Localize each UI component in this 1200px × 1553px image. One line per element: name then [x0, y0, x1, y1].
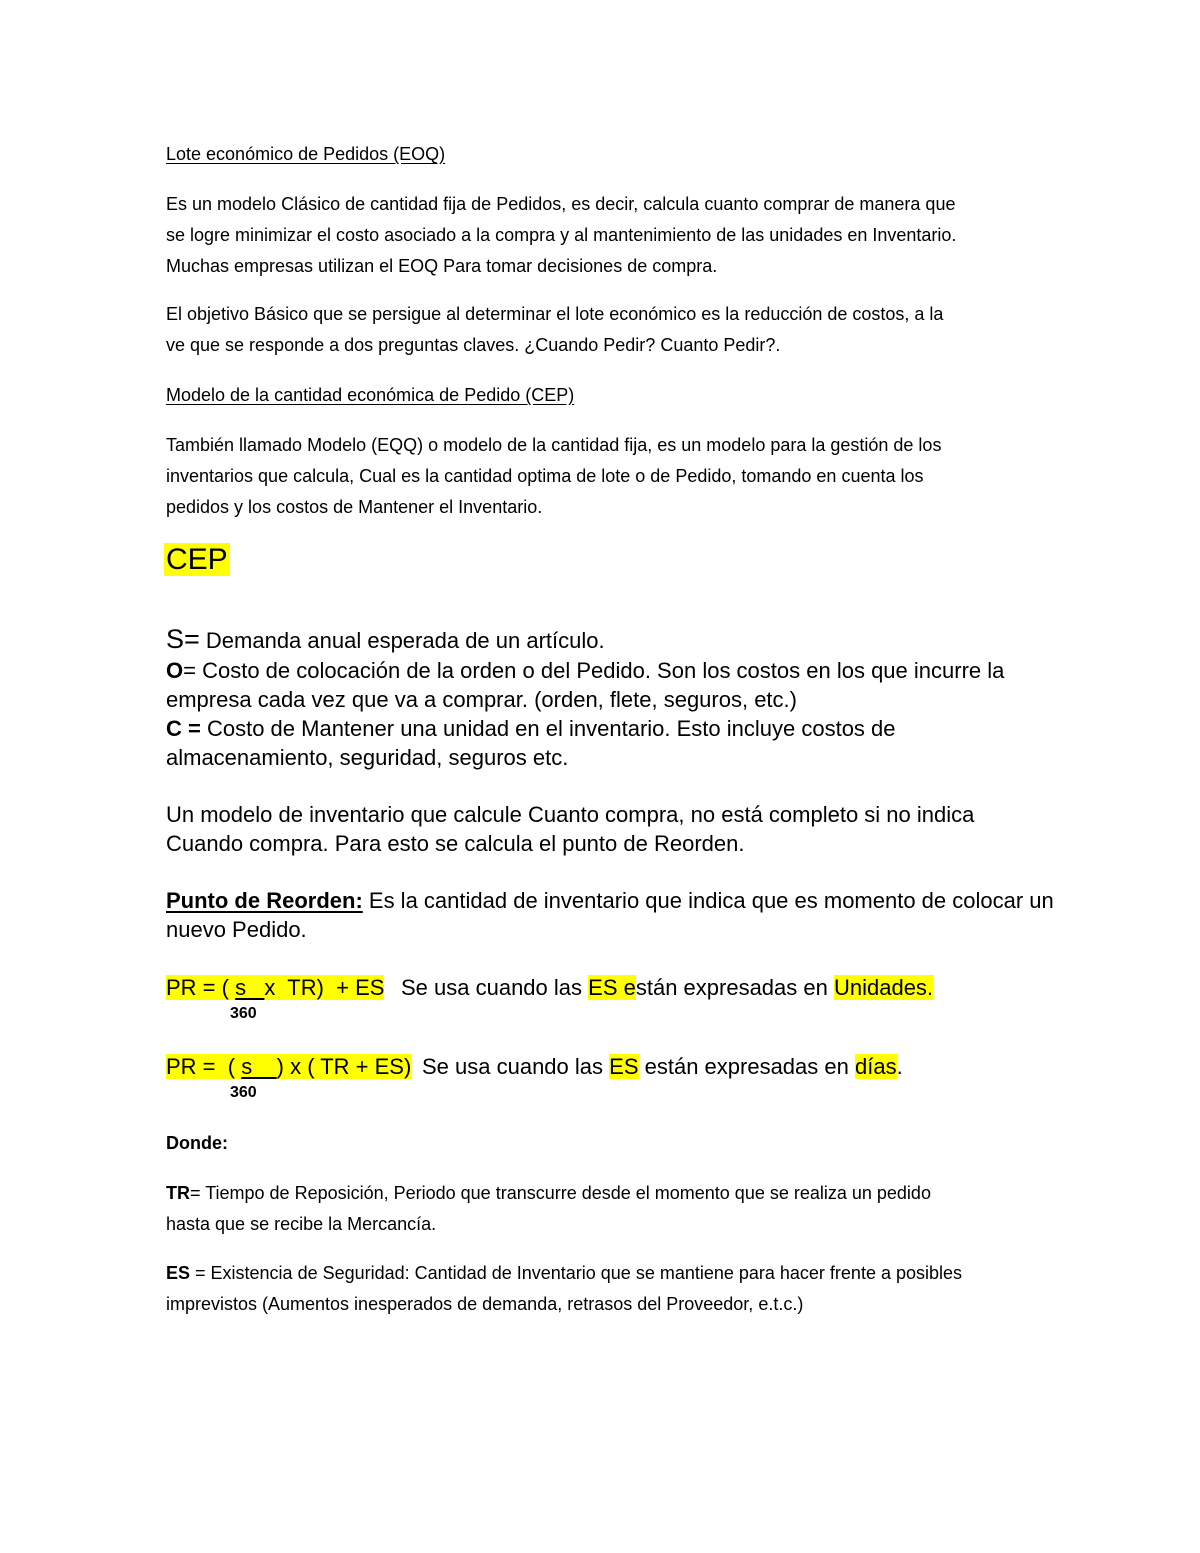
- formula-1: [166, 977, 384, 999]
- definition-c-text: Costo de Mantener una unidad en el inventario. Esto incluye costos de: [200, 716, 896, 741]
- definition-s-text: Demanda anual esperada de un artículo.: [199, 628, 605, 653]
- cep-label: [164, 545, 230, 575]
- definition-s-key: S=: [166, 624, 200, 654]
- definition-o-key: O: [166, 658, 184, 683]
- cep-highlight: CEP: [166, 543, 228, 576]
- paragraph-cep-line-3: pedidos y los costos de Mantener el Inventario.: [166, 497, 543, 517]
- es-definition-line-1: [166, 1264, 962, 1282]
- es-key: ES: [166, 1263, 191, 1283]
- paragraph-cep-line-2: inventarios que calcula, Cual es la cantidad optima de lote o de Pedido, tomando en cuenta los: [166, 466, 924, 486]
- definition-o-text: = Costo de colocación de la orden o del Pedido. Son los costos en los que incurre la: [183, 658, 1005, 683]
- tr-definition-line-2: hasta que se recibe la Mercancía.: [166, 1214, 437, 1234]
- formula-1-part-a: PR = (: [166, 975, 236, 1000]
- reorden-label: Punto de Reorden:: [166, 888, 363, 913]
- es-definition-line-2: imprevistos (Aumentos inesperados de demanda, retrasos del Proveedor, e.t.c.): [166, 1294, 804, 1314]
- formula-1-desc-b: stán expresadas en: [635, 975, 834, 1000]
- formula-2: [166, 1056, 411, 1078]
- formula-1-desc-es: ES e: [588, 975, 636, 1000]
- paragraph-reorden-intro-line-2: Cuando compra. Para esto se calcula el punto de Reorden.: [166, 831, 745, 856]
- formula-1-expression: [166, 975, 384, 1000]
- paragraph-eoq-line-3: Muchas empresas utilizan el EOQ Para tomar decisiones de compra.: [166, 256, 718, 276]
- formula-2-description: [422, 1056, 903, 1078]
- es-text: = Existencia de Seguridad: Cantidad de Inventario que se mantiene para hacer frente a posibles: [190, 1263, 963, 1283]
- formula-2-denominator: 360: [230, 1084, 257, 1101]
- reorden-text: Es la cantidad de inventario que indica que es momento de colocar un: [362, 888, 1054, 913]
- heading-cep-model: Modelo de la cantidad económica de Pedido (CEP): [166, 385, 575, 405]
- formula-1-denominator: 360: [230, 1005, 257, 1022]
- donde-heading: Donde:: [166, 1133, 228, 1153]
- formula-2-desc-end: .: [896, 1054, 903, 1079]
- formula-2-desc-a: Se usa cuando las: [422, 1054, 610, 1079]
- formula-1-description: [401, 977, 933, 999]
- tr-definition-line-1: [166, 1184, 931, 1202]
- paragraph-objetivo-line-1: El objetivo Básico que se persigue al determinar el lote económico es la reducción de costos, a la: [166, 304, 944, 324]
- tr-key: TR: [166, 1183, 190, 1203]
- formula-2-desc-b: están expresadas en: [638, 1054, 855, 1079]
- paragraph-eoq-line-1: Es un modelo Clásico de cantidad fija de Pedidos, es decir, calcula cuanto comprar de manera que: [166, 194, 956, 214]
- definition-c-line-2: almacenamiento, seguridad, seguros etc.: [166, 745, 569, 770]
- definition-o-line-2: empresa cada vez que va a comprar. (orden, flete, seguros, etc.): [166, 687, 797, 712]
- paragraph-cep-line-1: También llamado Modelo (EQQ) o modelo de la cantidad fija, es un modelo para la gestión de los: [166, 435, 942, 455]
- definition-c-key: C =: [166, 716, 201, 741]
- formula-2-part-a: PR = (: [166, 1054, 242, 1079]
- paragraph-objetivo-line-2: ve que se responde a dos preguntas claves. ¿Cuando Pedir? Cuanto Pedir?.: [166, 335, 781, 355]
- reorden-definition-line-1: [166, 890, 1054, 912]
- formula-2-desc-es: ES: [609, 1054, 639, 1079]
- heading-eoq: Lote económico de Pedidos (EOQ): [166, 144, 446, 164]
- formula-1-part-b: x TR) + ES: [264, 975, 385, 1000]
- formula-2-numerator: s: [241, 1054, 277, 1079]
- formula-2-part-b: ) x ( TR + ES): [276, 1054, 412, 1079]
- formula-2-desc-unit: días: [854, 1054, 897, 1079]
- reorden-definition-line-2: nuevo Pedido.: [166, 917, 307, 942]
- paragraph-reorden-intro-line-1: Un modelo de inventario que calcule Cuanto compra, no está completo si no indica: [166, 802, 975, 827]
- definition-c-line-1: [166, 718, 896, 740]
- definition-s: [166, 626, 605, 653]
- paragraph-eoq-line-2: se logre minimizar el costo asociado a la compra y al mantenimiento de las unidades en Inventario.: [166, 225, 957, 245]
- formula-1-desc-a: Se usa cuando las: [401, 975, 589, 1000]
- definition-o-line-1: [166, 660, 1004, 682]
- tr-text: = Tiempo de Reposición, Periodo que transcurre desde el momento que se realiza un pedido: [190, 1183, 931, 1203]
- formula-2-expression: [166, 1054, 411, 1079]
- formula-1-numerator: s: [235, 975, 265, 1000]
- formula-1-desc-unit: Unidades.: [833, 975, 934, 1000]
